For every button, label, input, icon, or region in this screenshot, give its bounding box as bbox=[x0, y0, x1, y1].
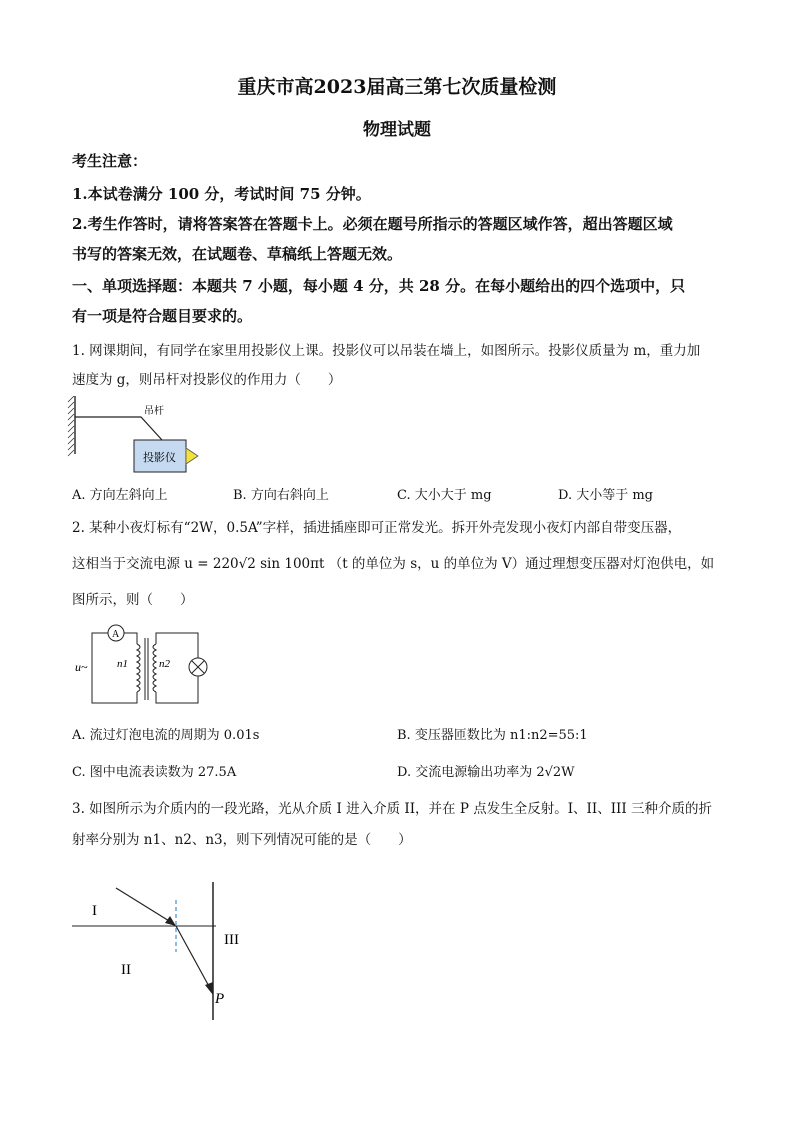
incident-arrow bbox=[165, 916, 176, 926]
page-title: 重庆市高2023届高三第七次质量检测 bbox=[237, 76, 557, 98]
q2-stem-line-2: 这相当于交流电源 u = 220√2 sin 100πt （t 的单位为 s，u 的单位为 V）通过理想变压器对灯泡供电，如 bbox=[72, 556, 715, 572]
notice-item-2-line-2: 书写的答案无效，在试题卷、草稿纸上答题无效。 bbox=[72, 245, 403, 263]
q2-stem-line-3: 图所示，则（ ） bbox=[72, 592, 194, 608]
projector-lens bbox=[186, 448, 198, 464]
wall-hatching bbox=[68, 396, 75, 456]
rod-label: 吊杆 bbox=[144, 406, 164, 417]
section-heading-line-1: 一、单项选择题：本题共 7 小题，每小题 4 分，共 28 分。在每小题给出的四个选项中，只 bbox=[72, 277, 686, 295]
source-label: u~ bbox=[75, 660, 88, 674]
notice-heading: 考生注意： bbox=[72, 152, 148, 170]
n1-label: n1 bbox=[117, 658, 128, 670]
q1-option-b: B. 方向右斜向上 bbox=[233, 488, 329, 503]
primary-loop bbox=[92, 633, 137, 703]
q2-transformer-circuit bbox=[72, 620, 214, 706]
q3-stem-line-1: 3. 如图所示为介质内的一段光路，光从介质 I 进入介质 II，并在 P 点发生全反射。I、II、III 三种介质的折 bbox=[72, 801, 712, 817]
secondary-bottom bbox=[156, 676, 198, 703]
q3-light-path-figure bbox=[60, 860, 260, 1030]
medium-III-label: III bbox=[224, 932, 239, 948]
q1-option-a: A. 方向左斜向上 bbox=[72, 488, 168, 503]
q1-projector-figure bbox=[64, 392, 214, 474]
secondary-loop bbox=[156, 633, 198, 658]
q1-option-c: C. 大小大于 mg bbox=[397, 488, 492, 503]
q2-option-a: A. 流过灯泡电流的周期为 0.01s bbox=[72, 728, 260, 743]
q3-stem-line-2: 射率分别为 n1、n2、n3，则下列情况可能的是（ ） bbox=[72, 832, 412, 848]
point-P-label: P bbox=[215, 991, 225, 1007]
q1-option-d: D. 大小等于 mg bbox=[558, 488, 654, 503]
n2-label: n2 bbox=[159, 658, 170, 670]
primary-top-wire bbox=[124, 633, 137, 644]
notice-item-1: 1.本试卷满分 100 分，考试时间 75 分钟。 bbox=[72, 185, 371, 203]
ammeter-label: A bbox=[112, 629, 120, 640]
primary-coil bbox=[137, 644, 140, 692]
q1-stem-line-1: 1. 网课期间，有同学在家里用投影仪上课。投影仪可以吊装在墙上，如图所示。投影仪质量为 m，重力加 bbox=[72, 343, 701, 359]
q2-stem-line-1: 2. 某种小夜灯标有“2W，0.5A”字样，插进插座即可正常发光。拆开外壳发现小夜灯内部自带变压器， bbox=[72, 520, 682, 536]
projector-label: 投影仪 bbox=[143, 452, 176, 464]
notice-item-2-line-1: 2.考生作答时，请将答案答在答题卡上。必须在题号所指示的答题区域作答，超出答题区域 bbox=[72, 215, 673, 233]
q1-stem-line-2: 速度为 g，则吊杆对投影仪的作用力（ ） bbox=[72, 372, 342, 388]
hanging-rod bbox=[75, 417, 162, 440]
medium-I-label: I bbox=[92, 903, 97, 919]
q2-option-d: D. 交流电源输出功率为 2√2W bbox=[397, 765, 575, 780]
page-subtitle: 物理试题 bbox=[363, 120, 431, 140]
q2-option-b: B. 变压器匝数比为 n1:n2=55:1 bbox=[397, 728, 588, 743]
refracted-ray bbox=[176, 926, 211, 990]
secondary-coil bbox=[153, 644, 156, 692]
incident-ray bbox=[116, 888, 174, 924]
refracted-arrow bbox=[205, 982, 213, 995]
section-heading-line-2: 有一项是符合题目要求的。 bbox=[72, 307, 253, 325]
medium-II-label: II bbox=[121, 962, 131, 978]
q2-option-c: C. 图中电流表读数为 27.5A bbox=[72, 765, 237, 780]
